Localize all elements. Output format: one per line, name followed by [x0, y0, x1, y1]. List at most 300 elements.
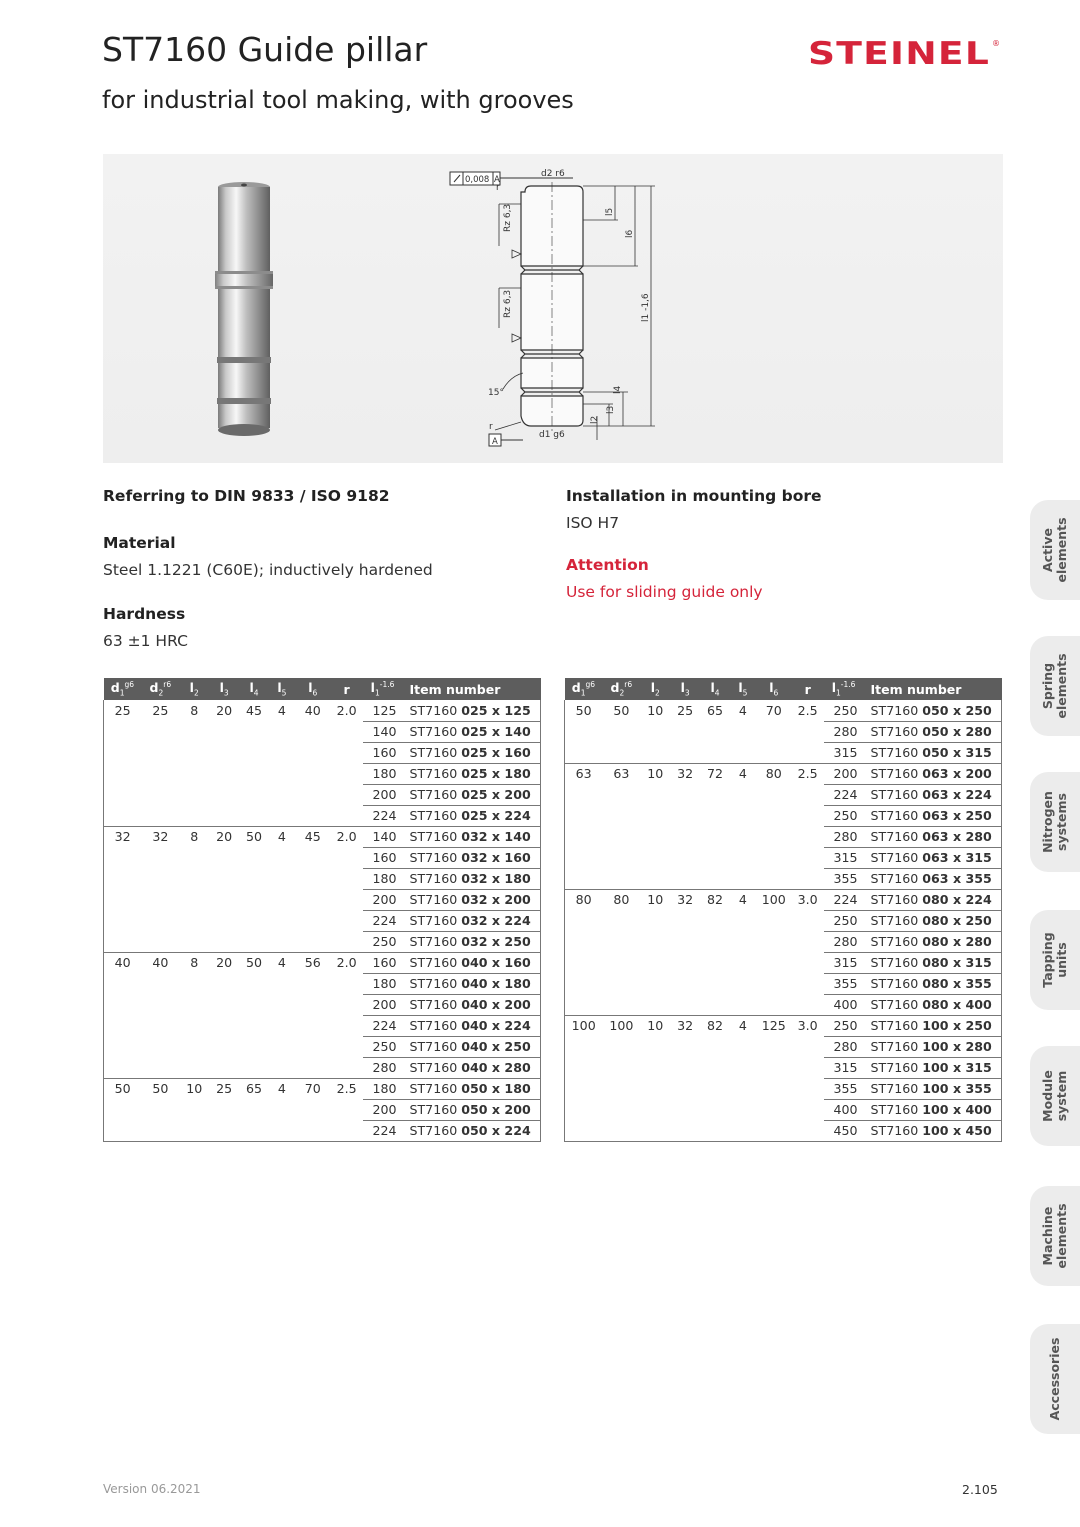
- item-prefix: ST7160: [870, 787, 923, 802]
- cell-d2: [141, 784, 179, 805]
- table-row: [104, 1015, 541, 1036]
- tab-label-line2: units: [1054, 942, 1069, 978]
- reference-heading: Referring to DIN 9833 / ISO 9182: [103, 487, 390, 505]
- tab-machine[interactable]: [1030, 1186, 1080, 1286]
- item-code: 032 x 250: [461, 934, 531, 949]
- item-prefix: ST7160: [870, 892, 923, 907]
- cell-l4: 72: [700, 763, 730, 784]
- cell-l2: [640, 742, 670, 763]
- cell-item-number: [403, 973, 541, 994]
- cell-l5: 4: [730, 763, 756, 784]
- cell-l1: 224: [363, 910, 403, 931]
- cell-l1: 250: [363, 1036, 403, 1057]
- cell-r: [331, 1120, 363, 1141]
- cell-l1: 160: [363, 952, 403, 973]
- item-prefix: ST7160: [409, 1018, 462, 1033]
- cell-l5: [269, 889, 295, 910]
- header-l5: [730, 678, 756, 700]
- svg-text:STEINEL: STEINEL: [808, 36, 990, 70]
- table-row: [104, 847, 541, 868]
- table-row: [565, 784, 1002, 805]
- item-prefix: ST7160: [870, 766, 923, 781]
- item-code: 080 x 315: [922, 955, 992, 970]
- cell-l3: [670, 1099, 700, 1120]
- cell-l1: 355: [824, 1078, 864, 1099]
- cell-d2: [141, 763, 179, 784]
- cell-l2: [179, 889, 209, 910]
- item-code: 025 x 160: [461, 745, 531, 760]
- cell-d1: [565, 952, 603, 973]
- cell-l5: [269, 931, 295, 952]
- cell-l4: 45: [245, 703, 262, 718]
- item-code: 080 x 250: [922, 913, 992, 928]
- cell-d1: 100: [565, 1015, 603, 1036]
- item-code: 032 x 180: [461, 871, 531, 886]
- tab-label: [1041, 932, 1069, 987]
- item-code: 040 x 250: [461, 1039, 531, 1054]
- cell-item-number: [403, 910, 541, 931]
- table-row: [565, 1015, 1002, 1036]
- item-prefix: ST7160: [409, 913, 462, 928]
- header-symbol: l: [308, 680, 313, 696]
- header-symbol: d: [149, 680, 159, 696]
- item-code: 040 x 160: [461, 955, 531, 970]
- cell-l4: [239, 805, 269, 826]
- tab-label: [1041, 1203, 1069, 1268]
- cell-l1: 224: [824, 889, 864, 910]
- header-subscript: 3: [684, 688, 690, 698]
- cell-l6: [295, 784, 331, 805]
- header-subscript: 2: [654, 688, 660, 698]
- l6-label: l6: [625, 229, 635, 238]
- cell-d2: [602, 1078, 640, 1099]
- cell-l5: [730, 973, 756, 994]
- cell-l1: 250: [824, 1015, 864, 1036]
- cell-l6: [756, 868, 792, 889]
- cell-l3: [670, 784, 700, 805]
- cell-l4: [700, 1036, 730, 1057]
- cell-d1: [104, 868, 142, 889]
- attention-value: Use for sliding guide only: [566, 583, 763, 601]
- cell-l2: [179, 721, 209, 742]
- cell-d2: [602, 931, 640, 952]
- cell-d2: 25: [152, 703, 169, 718]
- tab-module[interactable]: [1030, 1046, 1080, 1146]
- hardness-value: 63 ±1 HRC: [103, 632, 188, 650]
- pillar-photo: [215, 182, 273, 436]
- technical-drawing: [450, 169, 655, 447]
- cell-item-number: [864, 1099, 1002, 1120]
- tab-tapping[interactable]: [1030, 910, 1080, 1010]
- cell-l6: [756, 784, 792, 805]
- item-code: 025 x 200: [461, 787, 531, 802]
- cell-d2: [602, 1099, 640, 1120]
- table-row: [565, 1099, 1002, 1120]
- item-prefix: ST7160: [409, 829, 462, 844]
- datum-label: A: [494, 175, 500, 185]
- cell-d1: [565, 1036, 603, 1057]
- cell-l6: 125: [756, 1015, 792, 1036]
- cell-d1: [565, 1099, 603, 1120]
- cell-d2: [602, 784, 640, 805]
- item-code: 040 x 200: [461, 997, 531, 1012]
- table-row: [104, 868, 541, 889]
- cell-l3: [670, 994, 700, 1015]
- cell-l1: 315: [824, 847, 864, 868]
- cell-l6: [295, 910, 331, 931]
- cell-l3: 25: [209, 1078, 239, 1099]
- cell-l3: [209, 931, 239, 952]
- cell-d2: [141, 805, 179, 826]
- cell-d2: [602, 1036, 640, 1057]
- cell-r: [792, 973, 824, 994]
- cell-item-number: [403, 826, 541, 847]
- cell-l6: [295, 1036, 331, 1057]
- table-row: [565, 910, 1002, 931]
- item-code: 025 x 125: [461, 702, 531, 718]
- cell-l4: [239, 1057, 269, 1078]
- cell-l5: 4: [269, 952, 295, 973]
- cell-l4: [239, 742, 269, 763]
- cell-l2: [640, 973, 670, 994]
- cell-r: [331, 868, 363, 889]
- cell-item-number: [403, 805, 541, 826]
- cell-l4: [700, 910, 730, 931]
- rz-mid-label: Rz 6,3: [503, 289, 513, 318]
- tab-label: [1041, 1070, 1069, 1122]
- item-prefix: ST7160: [409, 997, 462, 1012]
- hardness-heading: Hardness: [103, 605, 186, 623]
- cell-r: [792, 847, 824, 868]
- cell-l6: [295, 994, 331, 1015]
- table-row: [104, 1099, 541, 1120]
- cell-d2: [602, 826, 640, 847]
- cell-d2: [141, 910, 179, 931]
- header-symbol: l: [710, 680, 715, 696]
- cell-l1: 250: [363, 931, 403, 952]
- cell-l2: [179, 763, 209, 784]
- cell-l4: [700, 826, 730, 847]
- cell-d1: [565, 1057, 603, 1078]
- cell-d2: [141, 1057, 179, 1078]
- header-subscript: 6: [773, 688, 779, 698]
- item-code: 080 x 224: [922, 892, 992, 907]
- cell-item-number: [403, 742, 541, 763]
- item-prefix: ST7160: [870, 955, 923, 970]
- cell-l2: [640, 910, 670, 931]
- datum-box-label: A: [492, 437, 498, 447]
- item-code: 050 x 280: [922, 724, 992, 739]
- cell-l4: [700, 1120, 730, 1141]
- cell-d1: [104, 784, 142, 805]
- cell-l6: [295, 742, 331, 763]
- tab-active[interactable]: [1030, 500, 1080, 600]
- cell-l1: 355: [824, 973, 864, 994]
- cell-l4: [239, 931, 269, 952]
- cell-l3: [670, 868, 700, 889]
- cell-l6: [295, 1120, 331, 1141]
- cell-d1: [104, 1099, 142, 1120]
- cell-d2: [602, 721, 640, 742]
- header-r: [792, 678, 824, 700]
- cell-l5: [730, 931, 756, 952]
- cell-l2: [640, 721, 670, 742]
- tab-accessories[interactable]: [1030, 1324, 1080, 1434]
- cell-l1: 250: [824, 910, 864, 931]
- cell-item-number: [403, 847, 541, 868]
- cell-l6: [756, 805, 792, 826]
- header-subscript: 4: [253, 688, 259, 698]
- cell-l3: [209, 742, 239, 763]
- tab-spring[interactable]: [1030, 636, 1080, 736]
- item-code: 032 x 160: [461, 850, 531, 865]
- cell-item-number: [403, 1057, 541, 1078]
- cell-l4: [700, 952, 730, 973]
- cell-l4: [239, 910, 269, 931]
- item-prefix: ST7160: [870, 871, 923, 886]
- material-value: Steel 1.1221 (C60E); inductively hardened: [103, 561, 433, 579]
- item-prefix: ST7160: [870, 1039, 923, 1054]
- cell-l2: [640, 1057, 670, 1078]
- cell-l4: [700, 805, 730, 826]
- cell-l4: [700, 742, 730, 763]
- header-l1: [363, 678, 403, 700]
- cell-r: [792, 721, 824, 742]
- cell-l3: 32: [670, 889, 700, 910]
- item-prefix: ST7160: [870, 1123, 923, 1138]
- cell-l5: [269, 805, 295, 826]
- item-prefix: ST7160: [870, 1102, 923, 1117]
- cell-r: 2.0: [331, 952, 363, 973]
- angle-label: 15°: [488, 388, 504, 398]
- header-r: [331, 678, 363, 700]
- cell-l5: 4: [269, 826, 295, 847]
- cell-l3: [670, 805, 700, 826]
- table-row: [104, 805, 541, 826]
- tab-label-line2: elements: [1054, 1203, 1069, 1269]
- cell-d2: [602, 847, 640, 868]
- cell-l2: [640, 931, 670, 952]
- info-left: [103, 487, 523, 650]
- table-header-row: [104, 678, 541, 700]
- cell-d1: 63: [565, 763, 603, 784]
- cell-item-number: [864, 763, 1002, 784]
- cell-l5: [269, 1015, 295, 1036]
- cell-l1: 180: [363, 763, 403, 784]
- cell-d2: [141, 1099, 179, 1120]
- item-code: 025 x 180: [461, 766, 531, 781]
- header-d1: [104, 678, 142, 700]
- cell-item-number: [403, 721, 541, 742]
- cell-l6: [295, 889, 331, 910]
- cell-l6: 80: [756, 763, 792, 784]
- cell-d1: [565, 973, 603, 994]
- table-row: [565, 994, 1002, 1015]
- cell-item-number: [864, 805, 1002, 826]
- cell-l3: [670, 847, 700, 868]
- header-subscript: 5: [742, 688, 748, 698]
- cell-d1: 50: [565, 700, 603, 721]
- cell-l3: [209, 1099, 239, 1120]
- table-row: [104, 784, 541, 805]
- cell-l2: [179, 1015, 209, 1036]
- cell-l3: [670, 1036, 700, 1057]
- cell-l2: [640, 826, 670, 847]
- header-symbol: r: [804, 681, 811, 697]
- item-code: 063 x 224: [922, 787, 992, 802]
- cell-l4: [239, 1120, 269, 1141]
- table-row: [565, 889, 1002, 910]
- header-subscript: 1: [374, 688, 380, 698]
- cell-l6: [295, 973, 331, 994]
- cell-r: 2.0: [331, 826, 363, 847]
- cell-l2: [640, 805, 670, 826]
- cell-r: [792, 742, 824, 763]
- cell-l2: [179, 973, 209, 994]
- item-code: 050 x 180: [461, 1081, 531, 1096]
- header-l2: [640, 678, 670, 700]
- cell-l4: [239, 1036, 269, 1057]
- cell-l6: 100: [756, 889, 792, 910]
- cell-l6: [295, 805, 331, 826]
- cell-r: 2.0: [336, 703, 357, 718]
- l4-label: l4: [613, 385, 623, 394]
- cell-l4: [239, 847, 269, 868]
- cell-l6: [295, 868, 331, 889]
- cell-l1: 355: [824, 868, 864, 889]
- header-symbol: l: [277, 680, 282, 696]
- cell-l2: 10: [179, 1078, 209, 1099]
- cell-d2: [602, 1057, 640, 1078]
- cell-l3: [209, 889, 239, 910]
- cell-l1: 180: [363, 868, 403, 889]
- cell-l5: [269, 1099, 295, 1120]
- cell-l4: [239, 889, 269, 910]
- item-prefix: ST7160: [409, 745, 462, 760]
- item-prefix: ST7160: [409, 871, 462, 886]
- cell-l1: 224: [363, 1120, 403, 1141]
- header-superscript: g6: [124, 680, 135, 690]
- item-code: 040 x 224: [461, 1018, 531, 1033]
- item-code: 040 x 180: [461, 976, 531, 991]
- radius-top-label: r: [496, 183, 500, 193]
- item-prefix: ST7160: [870, 808, 923, 823]
- cell-d1: [565, 1120, 603, 1141]
- item-prefix: ST7160: [870, 997, 923, 1012]
- cell-l1: 160: [363, 847, 403, 868]
- page-title: ST7160 Guide pillar: [102, 30, 428, 69]
- cell-l1: 140: [363, 826, 403, 847]
- cell-l4: [700, 1078, 730, 1099]
- cell-d1: [104, 805, 142, 826]
- cell-item-number: [403, 763, 541, 784]
- item-code: 100 x 400: [922, 1102, 992, 1117]
- tab-label-line2: system: [1054, 1070, 1069, 1122]
- cell-l4: [700, 994, 730, 1015]
- header-d1: [565, 678, 603, 700]
- l2-label: l2: [590, 415, 600, 424]
- cell-item-number: [864, 826, 1002, 847]
- item-code: 063 x 250: [922, 808, 992, 823]
- item-code: 050 x 224: [461, 1123, 531, 1138]
- cell-r: [792, 826, 824, 847]
- radius-bottom-label: r: [489, 422, 493, 432]
- cell-item-number: [403, 1099, 541, 1120]
- cell-r: [331, 742, 363, 763]
- item-code: 025 x 140: [461, 724, 531, 739]
- cell-l5: [730, 952, 756, 973]
- cell-l1: 160: [363, 742, 403, 763]
- cell-r: [331, 973, 363, 994]
- page-number: 2.105: [962, 1482, 998, 1497]
- cell-l3: [670, 742, 700, 763]
- cell-l5: [730, 1078, 756, 1099]
- cell-l6: [756, 931, 792, 952]
- header-l6: [756, 678, 792, 700]
- header-subscript: 1: [119, 688, 125, 698]
- cell-l5: [269, 742, 295, 763]
- header-l2: [179, 678, 209, 700]
- cell-r: [331, 805, 363, 826]
- header-subscript: 2: [619, 688, 625, 698]
- cell-d2: [602, 1120, 640, 1141]
- cell-l2: [179, 1057, 209, 1078]
- cell-l2: [179, 994, 209, 1015]
- table-row: [104, 889, 541, 910]
- cell-item-number: [864, 868, 1002, 889]
- cell-l6: 40: [304, 703, 321, 718]
- cell-l3: 20: [209, 952, 239, 973]
- product-illustration: [103, 154, 1003, 463]
- cell-r: [331, 1015, 363, 1036]
- cell-l3: [670, 910, 700, 931]
- cell-l4: [700, 1099, 730, 1120]
- page-subtitle: for industrial tool making, with grooves: [102, 86, 574, 114]
- table-row: [104, 742, 541, 763]
- cell-l3: [209, 721, 239, 742]
- cell-l5: [730, 910, 756, 931]
- cell-l2: [179, 805, 209, 826]
- cell-item-number: [864, 952, 1002, 973]
- cell-d2: [602, 868, 640, 889]
- cell-d1: [565, 742, 603, 763]
- table-row: [104, 763, 541, 784]
- cell-l3: [209, 847, 239, 868]
- cell-l3: [209, 910, 239, 931]
- cell-l1: 200: [824, 763, 864, 784]
- cell-l4: 65: [706, 703, 724, 718]
- cell-item-number: [864, 1120, 1002, 1141]
- d1-label: d1 g6: [539, 430, 565, 440]
- cell-l6: [295, 763, 331, 784]
- cell-r: [792, 1120, 824, 1141]
- cell-r: [792, 1036, 824, 1057]
- cell-d2: [141, 889, 179, 910]
- cell-d1: [565, 721, 603, 742]
- table-row: [104, 931, 541, 952]
- cell-l1: 224: [824, 784, 864, 805]
- tab-nitrogen[interactable]: [1030, 772, 1080, 872]
- cell-l2: [179, 784, 209, 805]
- header-symbol: l: [650, 680, 655, 696]
- table-row: [104, 910, 541, 931]
- spec-table-left: [103, 678, 541, 1142]
- cell-l2: [179, 1099, 209, 1120]
- cell-l2: [640, 868, 670, 889]
- table-row: [104, 700, 541, 721]
- item-prefix: ST7160: [409, 787, 462, 802]
- item-code: 080 x 355: [922, 976, 992, 991]
